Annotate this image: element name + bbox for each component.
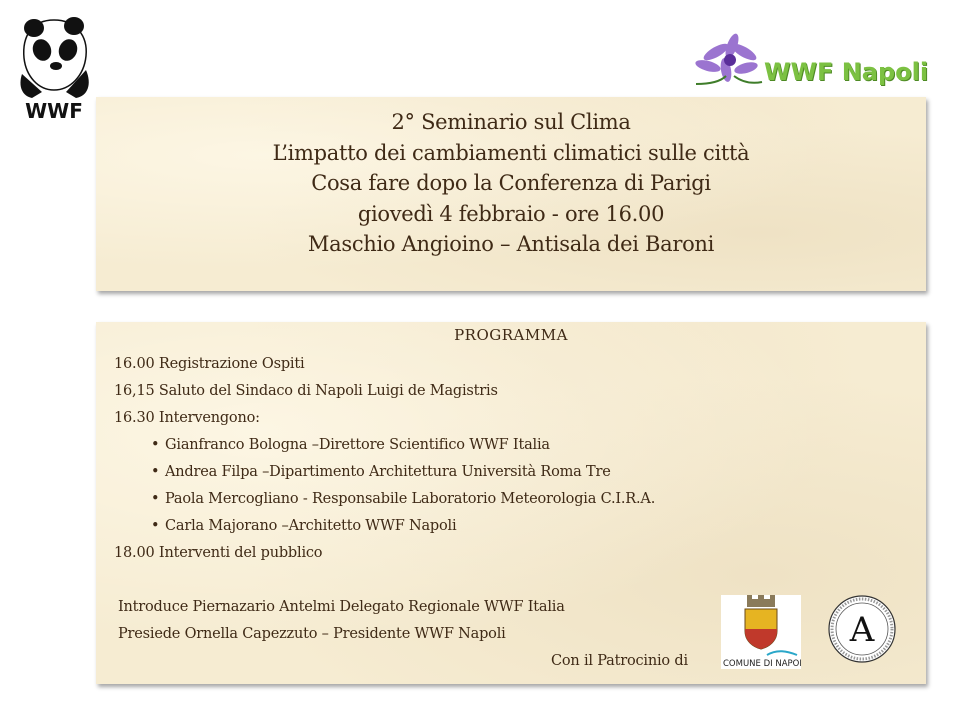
bullet-icon: • <box>151 518 160 534</box>
bullet-icon: • <box>151 491 160 507</box>
program-item-closing: 18.00 Interventi del pubblico <box>114 545 323 561</box>
seminar-subtitle: L’impatto dei cambiamenti climatici sulle città <box>272 140 750 165</box>
program-item: 16.00 Registrazione Ospiti <box>114 356 305 372</box>
seminar-date: giovedì 4 febbraio - ore 16.00 <box>357 201 665 226</box>
speaker-name: Gianfranco Bologna –Direttore Scientifico WWF Italia <box>165 437 550 453</box>
program-heading: PROGRAMMA <box>454 326 568 344</box>
wwf-panda-logo <box>14 14 94 124</box>
speaker-item <box>151 437 550 453</box>
speaker-name: Carla Majorano –Architetto WWF Napoli <box>165 518 457 534</box>
comune-di-napoli-logo <box>721 595 801 669</box>
speaker-item <box>151 518 456 534</box>
bullet-icon: • <box>151 437 160 453</box>
wwf-logo-text: WWF <box>25 99 83 123</box>
bullet-icon: • <box>151 464 160 480</box>
speaker-item <box>151 464 611 480</box>
speaker-item <box>151 491 655 507</box>
program-item: 16.30 Intervengono: <box>114 410 260 426</box>
introduce-line: Introduce Piernazario Antelmi Delegato Regionale WWF Italia <box>118 599 565 615</box>
presiede-line: Presiede Ornella Capezzuto – Presidente WWF Napoli <box>118 626 506 642</box>
wwf-napoli-title: WWF Napoli <box>764 58 929 86</box>
program-panel <box>96 322 926 684</box>
seminar-topic: Cosa fare dopo la Conferenza di Parigi <box>311 171 711 195</box>
accademia-letter: A <box>849 610 875 650</box>
accademia-seal-logo <box>827 594 897 664</box>
seminar-venue: Maschio Angioino – Antisala dei Baroni <box>307 232 715 256</box>
wwf-napoli-logo <box>686 30 936 92</box>
speaker-name: Paola Mercogliano - Responsabile Laboratorio Meteorologia C.I.R.A. <box>165 491 656 507</box>
program-item: 16,15 Saluto del Sindaco di Napoli Luigi de Magistris <box>114 383 498 399</box>
seminar-title: 2° Seminario sul Clima <box>391 110 631 134</box>
title-panel <box>96 97 926 291</box>
speaker-name: Andrea Filpa –Dipartimento Architettura Università Roma Tre <box>165 464 611 480</box>
comune-logo-text: COMUNE DI NAPOLI <box>723 659 801 669</box>
patrocinio-line: Con il Patrocinio di <box>551 653 688 669</box>
